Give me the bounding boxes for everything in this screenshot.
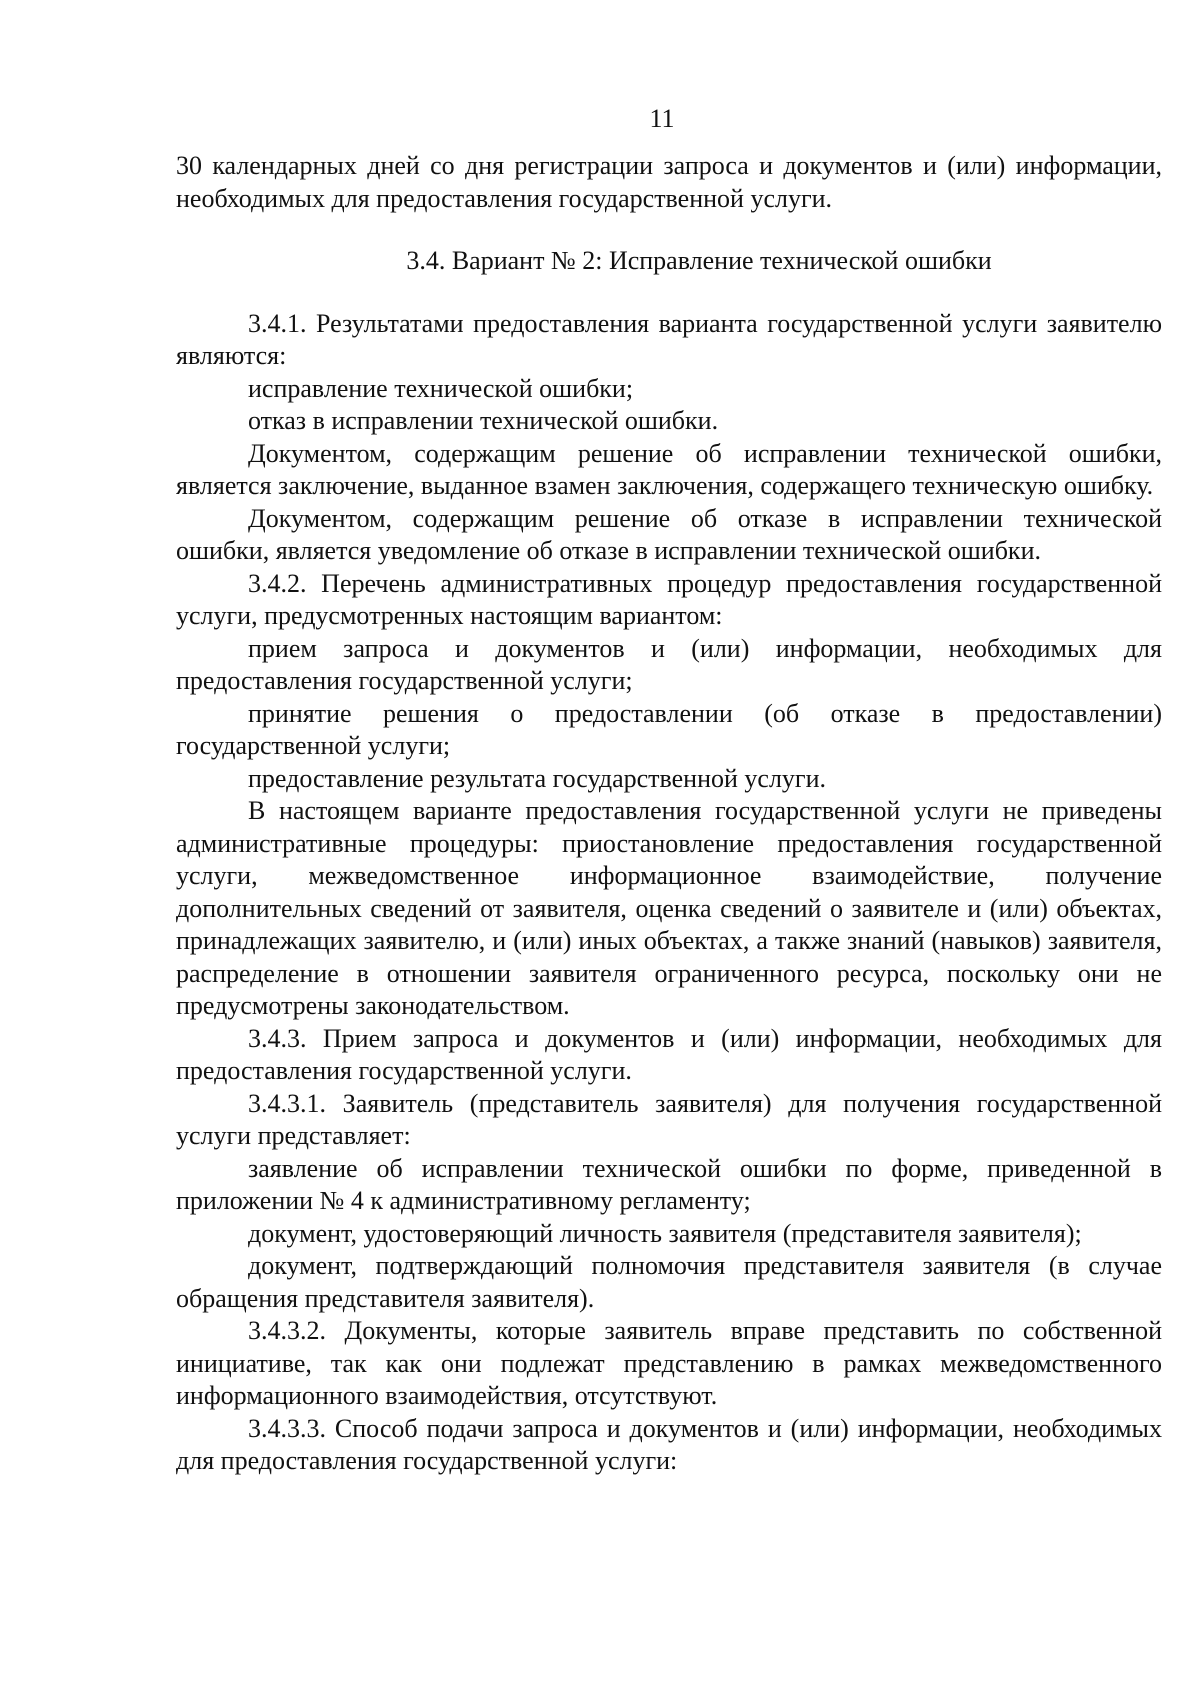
paragraph: Документом, содержащим решение об исправлении технической ошибки, является заключение, выданное взамен заключения, содержащего техническую ошибку. bbox=[176, 438, 1162, 500]
paragraph: 3.4.3.3. Способ подачи запроса и документов и (или) информации, необходимых для предоставления государственной услуги: bbox=[176, 1413, 1162, 1475]
paragraph: 3.4.3. Прием запроса и документов и (или) информации, необходимых для предоставления государственной услуги. bbox=[176, 1023, 1162, 1085]
list-item: принятие решения о предоставлении (об отказе в предоставлении) государственной услуги; bbox=[176, 698, 1162, 760]
paragraph: 3.4.1. Результатами предоставления варианта государственной услуги заявителю являются: bbox=[176, 308, 1162, 370]
list-item: документ, подтверждающий полномочия представителя заявителя (в случае обращения представителя заявителя). bbox=[176, 1251, 1162, 1313]
list-item: документ, удостоверяющий личность заявителя (представителя заявителя); bbox=[248, 1218, 1082, 1248]
paragraph: 3.4.3.1. Заявитель (представитель заявителя) для получения государственной услуги представляет: bbox=[176, 1088, 1162, 1150]
list-item: прием запроса и документов и (или) информации, необходимых для предоставления государственной услуги; bbox=[176, 633, 1162, 695]
list-item: заявление об исправлении технической ошибки по форме, приведенной в приложении № 4 к административному регламенту; bbox=[176, 1153, 1162, 1215]
document-body bbox=[176, 150, 1162, 1478]
page-number: 11 bbox=[649, 104, 675, 133]
list-item: исправление технической ошибки; bbox=[248, 373, 634, 403]
paragraph: Документом, содержащим решение об отказе в исправлении технической ошибки, является уведомление об отказе в исправлении технической ошибки. bbox=[176, 503, 1162, 565]
paragraph: 30 календарных дней со дня регистрации запроса и документов и (или) информации, необходимых для предоставления государственной услуги. bbox=[176, 151, 1162, 213]
paragraph: 3.4.2. Перечень административных процедур предоставления государственной услуги, предусмотренных настоящим вариантом: bbox=[176, 568, 1162, 630]
list-item: отказ в исправлении технической ошибки. bbox=[248, 406, 719, 435]
paragraph: В настоящем варианте предоставления государственной услуги не приведены административные процедуры: приостановление предоставления государственной услуги, межведомственное информационное взаимодействие, получение дополнительных сведений от заявителя, оценка сведений о заявителе и (или) объектах, принадлежащих заявителю, и (или) иных объектах, а также знаний (навыков) заявителя, распределение в отношении заявителя ограниченного ресурса, поскольку они не предусмотрены законодательством. bbox=[176, 796, 1162, 1020]
list-item: предоставление результата государственной услуги. bbox=[248, 763, 827, 793]
paragraph: 3.4.3.2. Документы, которые заявитель вправе представить по собственной инициативе, так как они подлежат представлению в рамках межведомственного информационного взаимодействия, отсутствуют. bbox=[176, 1316, 1162, 1410]
section-heading: 3.4. Вариант № 2: Исправление технической ошибки bbox=[406, 246, 992, 275]
